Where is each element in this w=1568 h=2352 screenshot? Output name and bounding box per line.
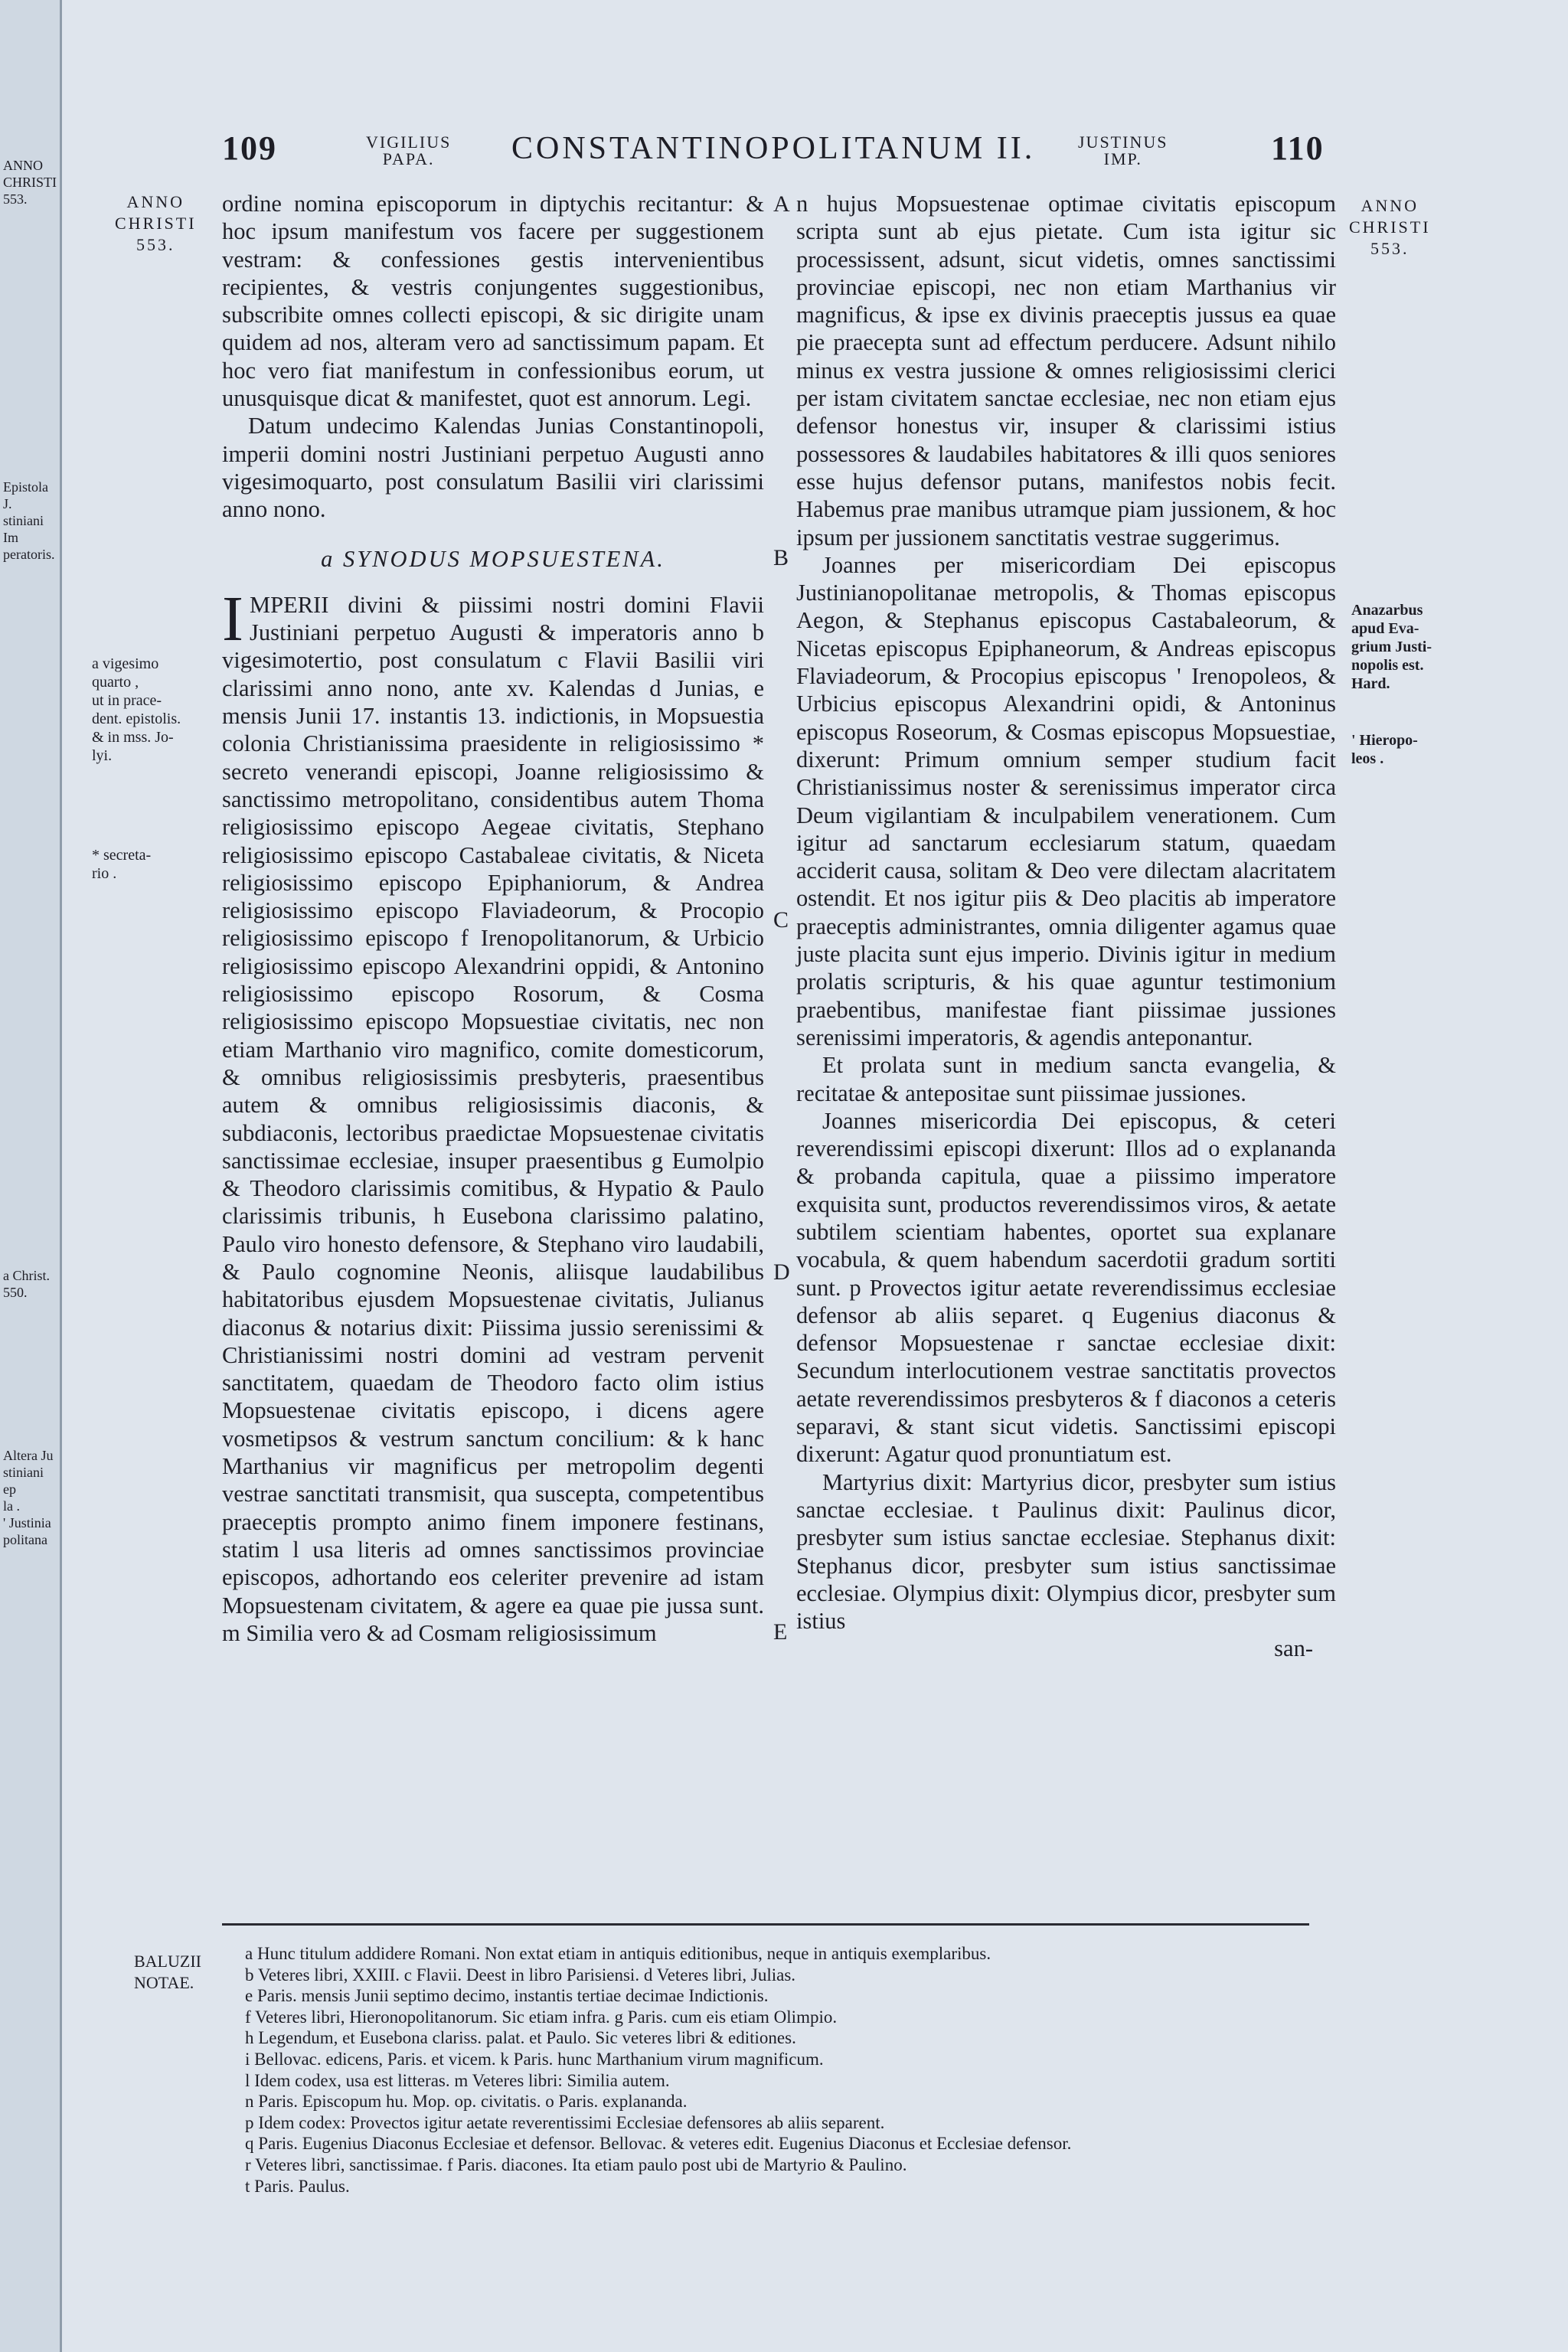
left-paragraph-1: ordine nomina episcoporum in diptychis recitantur: & hoc ipsum manifestum vos facere per suggestionem vestram: & confessiones gestis intervenientibus recipientes, & vestris conjungentes suggestionibus, subscribite omnes collecti episcopi, & sic dirigite unam quidem ad nos, alteram vero ad sanctissimum papam. Et hoc vero fiat manifestum in confessionibus eorum, ut unusquisque dicat & manifestet, quot est annorum. Legi. (222, 191, 764, 412)
section-letter-e: E (773, 1619, 788, 1645)
strip-year-label: ANNO CHRISTI 553. (3, 158, 57, 207)
section-letter-d: D (773, 1259, 790, 1285)
footnote-a: a Hunc titulum addidere Romani. Non extat etiam in antiquis editionibus, neque in antiquis exemplaribus. (245, 1944, 991, 1963)
folio-left: 109 (222, 129, 277, 167)
footnote-i-k: i Bellovac. edicens, Paris. et vicem. k Paris. hunc Marthanium virum magnificum. (245, 2049, 824, 2069)
footnote-f-g: f Veteres libri, Hieronopolitanorum. Sic etiam infra. g Paris. cum eis etiam Olimpio. (245, 2007, 838, 2027)
previous-page-edge (0, 0, 62, 2352)
footnotes-block (245, 1943, 1332, 2197)
right-paragraph-5: Martyrius dixit: Martyrius dicor, presbyter sum istius sanctae ecclesiae. t Paulinus dixit: Paulinus dicor, presbyter sum istius sanctae ecclesiae. Stephanus dixit: Stephanus dicor, presbyter sum istius sanctissimae ecclesiae. Olympius dixit: Olympius dicor, presbyter sum istius (796, 1468, 1336, 1635)
left-year-label: ANNO CHRISTI 553. (115, 192, 197, 254)
folio-right: 110 (1271, 129, 1325, 167)
footnote-l-m: l Idem codex, usa est litteras. m Veteres libri: Similia autem. (245, 2070, 670, 2090)
footnote-p: p Idem codex: Provectos igitur aetate reverentissimi Ecclesiae defensores ab aliis separent. (245, 2112, 885, 2132)
left-paragraph-3-text: MPERII divini & piissimi nostri domini Flavii Justiniani perpetuo Augusti & imperatoris anno b vigesimotertio, post consulatum c Flavii Basilii viri clarissimi anno nono, ante xv. Kalendas d Junias, e mensis Junii 17. instantis 13. indictionis, in Mopsuestia colonia Christianissima praesidente in religiosissimo * secreto venerandi episcopi, Joanne religiosissimo & sanctissimo metropolitano, considentibus autem Thoma religiosissimo episcopo Aegeae civitatis, Stephano religiosissimo episcopo Castabaleae civitatis, & Niceta religiosissimo episcopo Epiphaniorum, & Andrea religiosissimo episcopo Flaviadeorum, & Procopio religiosissimo episcopo f Irenopolitanorum, & Urbicio religiosissimo episcopo Alexandrini oppidi, & Antonino religiosissimo episcopo Rosorum, & Cosma religiosissimo episcopo Mopsuestiae civitatis, nec non etiam Marthanio viro magnifico, comite domesticorum, & omnibus religiosissimis presbyteris, praesentibus autem & omnibus religiosissimis diaconis, & subdiaconis, lectoribus praedictae Mopsuestenae civitatis sanctissimae ecclesiae, insuper praesentibus g Eumolpio & Theodoro clarissimis comitibus, & Hypatio & Paulo clarissimis tribunis, h Eusebona clarissimo palatino, Paulo viro honesto defensore, & Stephano viro laudabili, & Paulo cognomine Neonis, aliisque laudabilibus habitatoribus ejusdem Mopsuestenae civitatis, Julianus diaconus & notarius dixit: Piissima jussio serenissimi & Christianissimi nostri domini ad vestram pervenit sanctitatem, quaedam de Theodoro facto olim istius Mopsuestenae civitatis episcopo, i dicens agere vosmetipsos & vestrum sanctum concilium: & k hanc Marthanius vir magnificus per metropolim degenti vestrae sanctitati transmisit, qua suscepta, competentibus praeceptis prompto animo finem imponere festinans, statim l usa literis ad omnes sanctissimos provinciae episcopos, adhortando eos celeriter prevenire ad istam Mopsuestenam civitatem, & agere ea quae pie jussa sunt. m Similia vero & ad Cosmam religiosissimum (222, 591, 764, 1646)
footnote-b-c-d: b Veteres libri, XXIII. c Flavii. Deest in libro Parisiensi. d Veteres libri, Julias. (245, 1965, 796, 1984)
right-margin-note-anazarbus: Anazarbus apud Eva- grium Justi- nopolis est. Hard. (1351, 602, 1432, 692)
strip-epistola-note: Epistola J. stiniani Im peratoris. (3, 479, 55, 562)
running-head-right-line2: IMP. (1103, 149, 1142, 168)
section-letter-c: C (773, 907, 789, 933)
strip-christ-note: a Christ. 550. (3, 1268, 50, 1300)
footnote-rule (222, 1923, 1309, 1926)
footnote-q: q Paris. Eugenius Diaconus Ecclesiae et defensor. Bellovac. & veteres edit. Eugenius Diaconus et Ecclesiae defensor. (245, 2134, 1072, 2154)
running-head-right (1078, 134, 1168, 168)
left-margin-note-secretario: * secreta- rio . (92, 847, 152, 882)
right-paragraph-1: n hujus Mopsuestenae optimae civitatis episcopum scripta sunt ab ejus pietate. Cum ista igitur sic processissent, adsunt, sicut videtis, omnes sanctissimi provinciae episcopi, nec non etiam Marthanius vir magnificus, & ipse ex divinis praeceptis jussus ea quae pie praecepta sunt ad effectum perducere. Adsunt nihilo minus ex vestra jussione & omnes religiosissimi clerici per istam civitatem sanctae ecclesiae, nec non etiam ejus defensor honestus vir, insuper & clarissimi istius possessores & laudabiles habitatores & illi quos seniores esse hujus defensor putans, manifestos nobis fecit. Habemus prae manibus utramque piam jussionem, & hoc ipsum per jussionem sanctitatis vestrae suggerimus. (796, 191, 1336, 550)
right-paragraph-4: Joannes misericordia Dei episcopus, & ceteri reverendissimi episcopi dixerunt: Illos ad o explananda & probanda capitula, quae a piissimo imperatore exquisita sunt, productos reverendissimos viros, & aetate subtilem scientiam habentes, oportet sua explanare vocabula, & quem habendum sacerdotii gradum sortiti sunt. p Provectos igitur aetate reverendissimus ecclesiae defensor ab aliis separet. q Eugenius diaconus & defensor Mopsuestenae r sanctae ecclesiae dixit: Secundum interlocutionem vestrae sanctitatis provectos aetate reverendissimos presbyteros & f diaconos a ceteris separavi, & stant sicut videtis. Sanctissimi episcopi dixerunt: Agatur quod pronuntiatum est. (796, 1107, 1336, 1468)
footnote-t: t Paris. Paulus. (245, 2176, 350, 2196)
running-head-right-line1: JUSTINUS (1078, 132, 1168, 152)
right-text-column (796, 190, 1336, 1663)
footnote-h: h Legendum, et Eusebona clariss. palat. et Paulo. Sic veteres libri & editiones. (245, 2028, 796, 2048)
section-letter-b: B (773, 545, 789, 570)
running-head-left-line1: VIGILIUS (366, 132, 452, 152)
footnote-e: e Paris. mensis Junii septimo decimo, instantis tertiae decimae Indictionis. (245, 1986, 769, 2006)
strip-altera-note: Altera Ju stiniani ep la . ' Justinia politana (3, 1448, 54, 1547)
right-paragraph-3: Et prolata sunt in medium sancta evangelia, & recitatae & antepositae sunt piissimae jussiones. (796, 1052, 1336, 1106)
footnotes-label: BALUZII NOTAE. (134, 1952, 201, 1992)
running-head-left (366, 134, 451, 168)
catchword: san- (1274, 1635, 1313, 1662)
footnote-n-o: n Paris. Episcopum hu. Mop. op. civitatis. o Paris. explananda. (245, 2092, 688, 2112)
drop-cap: I (222, 583, 243, 655)
footnote-r-f: r Veteres libri, sanctissimae. f Paris. diacones. Ita etiam paulo post ubi de Martyrio & Paulino. (245, 2154, 907, 2174)
right-paragraph-2: Joannes per misericordiam Dei episcopus Justinianopolitanae metropolis, & Thomas episcopus Aegon, & Stephanus episcopus Castabaleorum, & Nicetas episcopus Epiphaneorum, & Andreas episcopus Flaviadeorum, & Procopius episcopus ' Irenopoleos, & Urbicius episcopus Alexandrini opidi, & Antoninus episcopus Roseorum, & Cosmas episcopus Mopsuestiae, dixerunt: Primum omnium semper studium facit Christianissimus noster & serenissimus imperator circa Deum vigilantiam & inculpabilem venerationem. Cum igitur ad sanctarum ecclesiarum statum, quaedam acciderit causa, solitam & Deo vere dilectam alacritatem ostendit. Et nos igitur piis & Deo placitis ab imperatore praeceptis administrantes, omnia diligenter agamus quae juste placita sunt ejus imperio. Divinis igitur in medium prolatis scripturis, & his quae aguntur testimonium praebentibus, manifestae fiant piissimae jussiones serenissimi imperatoris, & agendis anteponantur. (796, 551, 1336, 1050)
running-head-left-line2: PAPA. (382, 149, 435, 168)
left-paragraph-3 (222, 583, 764, 1647)
left-paragraph-2: Datum undecimo Kalendas Junias Constantinopoli, imperii domini nostri Justiniani perpetuo Augusti anno vigesimoquarto, post consulatum Basilii viri clarissimi anno nono. (222, 413, 764, 523)
section-letter-a: A (773, 191, 790, 217)
left-text-column (222, 190, 764, 1647)
synod-heading: a SYNODUS MOPSUESTENA. (321, 545, 665, 572)
left-margin-note-vigesimo: a vigesimo quarto , ut in prace- dent. epistolis. & in mss. Jo- lyi. (92, 655, 181, 764)
right-margin-note-hieropoleos: ' Hieropo- leos . (1351, 732, 1418, 767)
right-year-label: ANNO CHRISTI 553. (1349, 196, 1431, 258)
page-title: CONSTANTINOPOLITANUM II. (511, 131, 1036, 166)
